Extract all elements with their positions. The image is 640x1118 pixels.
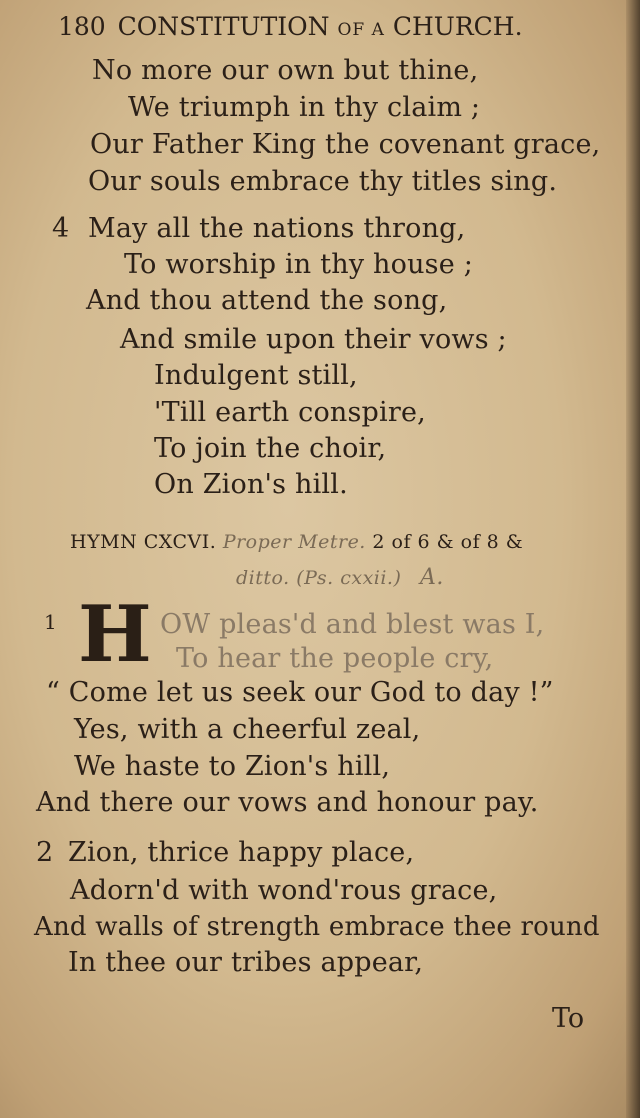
- verse-number: 2: [36, 837, 54, 868]
- verse-line: In thee our tribes appear,: [68, 947, 424, 978]
- header-title-3: CHURCH.: [392, 12, 523, 41]
- verse-line: Indulgent still,: [154, 360, 358, 391]
- hymn-ditto: ditto. (Ps. cxxii.): [236, 567, 402, 589]
- verse-line: “ Come let us seek our God to day !”: [46, 677, 554, 708]
- verse-line: On Zion's hill.: [154, 469, 348, 500]
- hymn-title-line-1: [70, 530, 523, 554]
- verse-line: 'Till earth conspire,: [154, 397, 426, 428]
- verse-line: Yes, with a cheerful zeal,: [74, 714, 421, 745]
- verse-line: Adorn'd with wond'rous grace,: [70, 875, 498, 906]
- verse-line: [176, 642, 493, 676]
- verse-line: Our Father King the covenant grace,: [90, 129, 601, 160]
- verse-line: And thou attend the song,: [86, 285, 448, 316]
- hymn-number: HYMN CXCVI.: [70, 531, 217, 553]
- verse-line: And walls of strength embrace thee round: [34, 912, 600, 942]
- hymn-measure: 2 of 6 & of 8 &: [372, 531, 524, 553]
- hymn-title-line-2: [236, 566, 444, 590]
- verse-line-text: OW pleas'd and blest was I,: [160, 609, 545, 640]
- running-header: [58, 10, 523, 47]
- verse-line: No more our own but thine,: [92, 55, 479, 86]
- verse-number: 4: [52, 213, 70, 244]
- header-title-1: CONSTITUTION: [117, 12, 330, 41]
- hymn-metre: Proper Metre.: [222, 531, 366, 553]
- header-title-2: OF A: [337, 20, 385, 40]
- hymn-mark: A.: [419, 565, 444, 590]
- verse-line: [160, 608, 544, 642]
- verse-line: And there our vows and honour pay.: [36, 787, 539, 818]
- verse-line: We triumph in thy claim ;: [128, 92, 481, 123]
- page-edge-shadow: [626, 0, 640, 1118]
- catchword: To: [552, 1003, 585, 1034]
- verse-line: May all the nations throng,: [88, 213, 466, 244]
- drop-capital: H: [78, 589, 152, 680]
- verse-number: 1: [44, 610, 57, 634]
- page-number: 180: [58, 12, 106, 41]
- verse-line-text: To hear the people cry,: [176, 643, 494, 674]
- verse-line: Zion, thrice happy place,: [68, 837, 415, 868]
- verse-line: Our souls embrace thy titles sing.: [88, 166, 558, 197]
- verse-line: To join the choir,: [154, 433, 387, 464]
- verse-line: And smile upon their vows ;: [120, 324, 507, 355]
- verse-line: To worship in thy house ;: [124, 249, 473, 280]
- verse-line: We haste to Zion's hill,: [74, 751, 391, 782]
